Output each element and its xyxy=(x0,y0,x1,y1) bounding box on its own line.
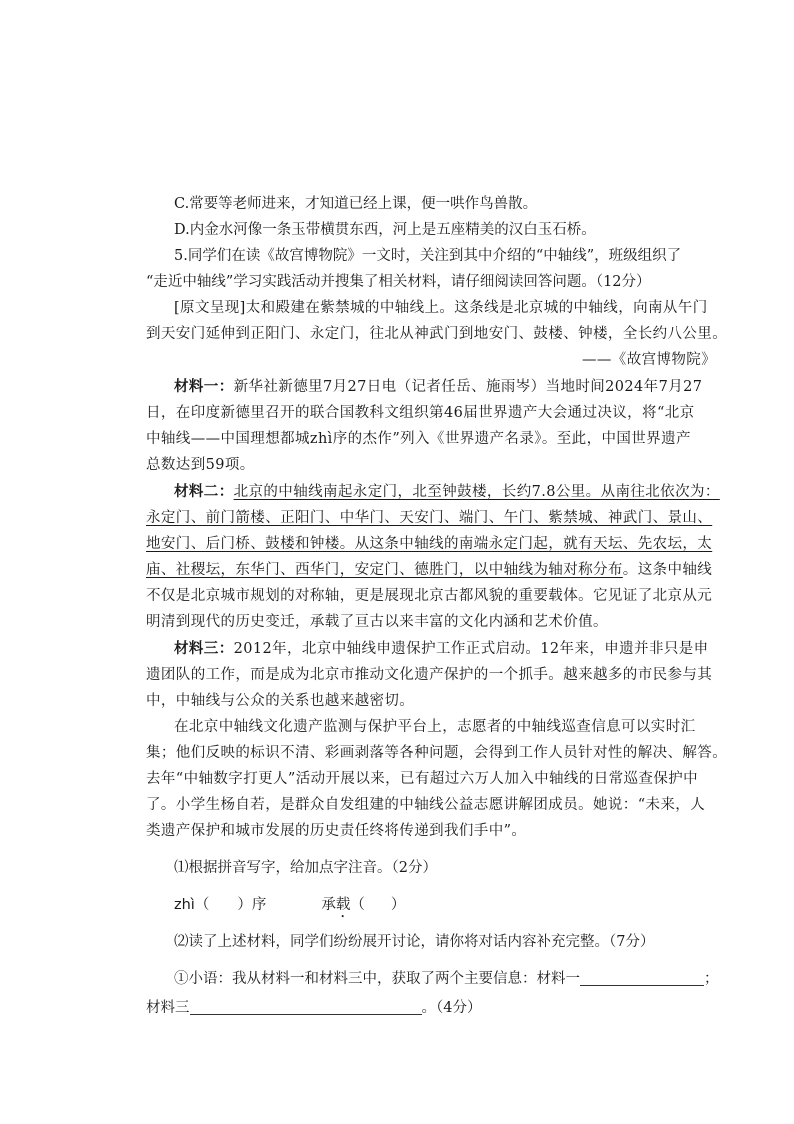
material-3-para2-line-1: 在北京中轴线文化遗产监测与保护平台上，志愿者的中轴线巡查信息可以实时汇 xyxy=(174,719,696,735)
material-3-line-1 xyxy=(174,640,709,658)
char-cheng: 承 xyxy=(321,897,336,913)
answer-blank-material-3[interactable] xyxy=(190,1000,422,1015)
sub-question-2-item-1-line-1 xyxy=(174,970,719,988)
material-1-line-4: 总数达到59项。 xyxy=(146,457,255,473)
paren-open-2: （ xyxy=(350,897,365,913)
material-3-line-3: 中，中轴线与公众的关系也越来越密切。 xyxy=(146,693,415,709)
sub-question-1-answers xyxy=(174,896,405,921)
material-1-text: 新华社新德里7月27日电（记者任岳、施雨岑）当地时间2024年7月27 xyxy=(233,379,703,395)
original-text-source: ——《故宫博物院》 xyxy=(582,352,717,368)
original-text-line-1: [原文呈现]太和殿建在紫禁城的中轴线上。这条线是北京城的中轴线，向南从午门 xyxy=(174,300,708,316)
option-c: C.常要等老师进来，才知道已经上课，便一哄作鸟兽散。 xyxy=(174,196,538,212)
material-1-line-2: 日，在印度新德里召开的联合国教科文组织第46届世界遗产大会通过决议，将“北京 xyxy=(146,405,695,421)
sub-question-2-item-1-line-2 xyxy=(146,999,481,1017)
item-1-material-3-label: 材料三 xyxy=(146,1000,190,1016)
sub-question-1-prompt: ⑴根据拼音写字，给加点字注音。（2分） xyxy=(174,860,437,876)
material-2-line-3: 地安门、后门桥、鼓楼和钟楼。从这条中轴线的南端永定门起，就有天坛、先农坛，太 xyxy=(146,536,713,552)
question-5-line-2: “走近中轴线”学习实践活动并搜集了相关材料，请仔细阅读回答问题。（12分） xyxy=(146,274,651,290)
material-2-line-5: 不仅是北京城市规划的对称轴，更是展现北京古都风貌的重要载体。它见证了北京从元 xyxy=(146,588,713,604)
pinyin-zhi: zhì xyxy=(174,897,195,913)
question-5-line-1: 5.同学们在读《故宫博物院》一文时，关注到其中介绍的“中轴线”，班级组织了 xyxy=(174,248,682,264)
material-3-para2-line-4: 了。小学生杨自若，是群众自发组建的中轴线公益志愿讲解团成员。她说：“未来，人 xyxy=(146,797,706,813)
paren-open-1: （ xyxy=(194,897,210,913)
material-1-label: 材料一： xyxy=(174,378,234,395)
paren-close-1: ） xyxy=(237,897,252,913)
material-2-line-1 xyxy=(174,483,720,501)
material-3-para2-line-3: 去年“中轴数字打更人”活动开展以来，已有超过六万人加入中轴线的日常巡查保护中 xyxy=(146,771,699,787)
char-xu: 序 xyxy=(251,897,267,913)
material-3-label: 材料三： xyxy=(174,640,234,657)
material-2-label: 材料二： xyxy=(174,483,234,500)
material-1-line-3: 中轴线——中国理想都城zhì序的杰作”列入《世界遗产名录》。至此，中国世界遗产 xyxy=(146,431,691,447)
original-text-line-2: 到天安门延伸到正阳门、永定门，往北从神武门到地安门、鼓楼、钟楼，全长约八公里。 xyxy=(146,326,728,342)
item-1-text: ①小语：我从材料一和材料三中，获取了两个主要信息：材料一 xyxy=(174,971,580,987)
material-3-para2-line-5: 类遗产保护和城市发展的历史责任终将传递到我们手中”。 xyxy=(146,823,527,839)
char-zai-dotted: 载 xyxy=(335,897,351,913)
material-2-underlined: 庙、社稷坛，东华门、西华门，安定门、德胜门，以中轴线为轴对称分布 xyxy=(146,562,623,578)
sub-question-2-prompt: ⑵读了上述材料，同学们纷纷展开讨论，请你将对话内容补充完整。（7分） xyxy=(174,934,655,950)
option-d: D.内金水河像一条玉带横贯东西，河上是五座精美的汉白玉石桥。 xyxy=(174,222,596,238)
material-2-line-4 xyxy=(146,561,712,579)
material-2-text: 北京的中轴线南起永定门，北至钟鼓楼，长约7.8公里。从南往北依次为： xyxy=(233,484,720,500)
answer-blank-material-1[interactable] xyxy=(580,971,704,986)
item-1-end: 。（4分） xyxy=(421,1000,482,1016)
paren-close-2: ） xyxy=(390,897,406,913)
material-1-line-1 xyxy=(174,378,702,396)
material-3-text: 2012年，北京中轴线申遗保护工作正式启动。12年来，申遗并非只是申 xyxy=(233,641,709,657)
material-3-para2-line-2: 集；他们反映的标识不清、彩画剥落等各种问题，会得到工作人员针对性的解决、解答。 xyxy=(146,745,728,761)
material-2-line-6: 明清到现代的历史变迁，承载了亘古以来丰富的文化内涵和艺术价值。 xyxy=(146,614,608,630)
item-1-separator: ； xyxy=(704,971,719,987)
material-3-line-2: 遗团队的工作，而是成为北京市推动文化遗产保护的一个抓手。越来越多的市民参与其 xyxy=(146,667,713,683)
material-2-rest: 。这条中轴线 xyxy=(622,562,713,578)
material-2-line-2: 永定门、前门箭楼、正阳门、中华门、天安门、端门、午门、紫禁城、神武门、景山、 xyxy=(146,510,713,526)
